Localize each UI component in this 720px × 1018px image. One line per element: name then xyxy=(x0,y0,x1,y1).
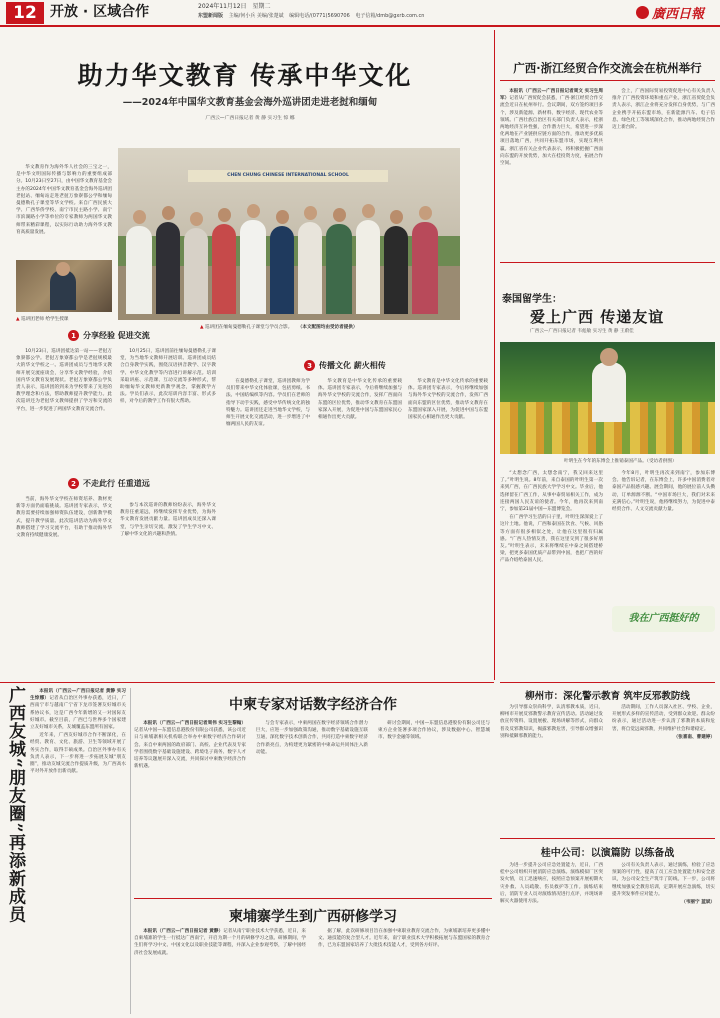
person-head xyxy=(56,262,70,276)
group-people xyxy=(126,204,452,314)
gx-zj-byline: 本报讯（广西云—广西日报记者周文 实习生周军） xyxy=(500,89,603,102)
section-3-heading: 3 传播文化 薪火相传 xyxy=(304,360,386,371)
section-number-3: 3 xyxy=(304,360,315,371)
cambodia-story xyxy=(134,898,492,1016)
digital-economy-title: 中柬专家对话数字经济合作 xyxy=(229,697,397,713)
digital-byline: 本报讯（广西云—广西日报记者周伟 实习生黎翰） xyxy=(143,721,246,726)
left-photo xyxy=(16,260,112,312)
left-photo-caption: ▲ 巡讲团老师 给学生授课 xyxy=(16,317,69,322)
gx-zj-title: 广西·浙江经贸合作交流会在杭州举行 xyxy=(513,61,702,75)
guizhong-story xyxy=(500,838,715,1016)
main-lead xyxy=(16,164,112,264)
section-2-heading: 2 不走此行 任重道远 xyxy=(68,478,150,489)
cambodia-byline: 本报讯（广西云—广西日报记者 黄静） xyxy=(143,929,224,934)
liuzhou-story xyxy=(500,682,715,836)
friend-circle-title xyxy=(4,686,26,1014)
main-story-divider xyxy=(494,30,495,680)
liuzhou-credit: （张喜南、曹建婷） xyxy=(673,734,715,740)
guizhong-title: 桂中公司：以演篇防 以练备战 xyxy=(540,848,675,859)
friend-circle-col-a: 本报讯（广西云—广西日报记者 黄静 实习生惊娜）记者从自治区外事办获悉，近日，广西南宁市与越南广宁省下龙市签署友好城市关系协议书，这是广西今年新增的又一对国际友好城市。截至目前，广西已与世界多个国家建立友好城市关系，友城覆盖东盟所有国家。 近年来，广西友好城市合作不断深化，在经贸、教育、文化、旅游、卫生等领域开展了务实合作，取得丰硕成果。自治区外事办有关负责人表示，下一步将进一步拓展友城“朋友圈”，推动友城交流合作提质升级，为广西高水平对外开放作出新贡献。 xyxy=(30,689,126,775)
thai-story xyxy=(500,262,715,680)
friend-circle-divider xyxy=(130,688,131,1014)
digital-col-c: 研讨会期间，中国—东盟信息港股份有限公司还与柬方企业签署多项合作协议，涉及数据中心、智慧城市、数字金融等领域。 xyxy=(378,721,490,741)
page-number: 12 xyxy=(6,2,44,24)
email: 电子信箱/dmb@gxrb.com.cn xyxy=(355,13,425,19)
section-1-col-b: 10月25日，巡讲团前往缅甸曼德勒孔子课堂，为当地华文教师开展培训。巡讲团成员结合自身教学实践，围绕汉语拼音教学、汉字教学、中华文化教学等内容进行讲解示范。培训采取讲座、示范课、互动交流等多种形式，帮助缅甸华文教师更新教学观念，掌握教学方法。学员们表示，此次培训内容丰富、形式多样，对今后的教学工作有很大帮助。 xyxy=(120,349,216,405)
main-headline: 助力华文教育 传承中华文化 xyxy=(77,61,413,90)
edition-info xyxy=(198,13,424,20)
gx-zj-col-a: 本报讯（广西云—广西日报记者周文 实习生周军）记者从广西贸促会获悉，广西·浙江经贸合作交流会近日在杭州举行。会议期间，双方签约项目多个，涉及新能源、新材料、数字经济、现代农业等领域。广西壮族自治区有关部门负责人表示，桂浙两地经济互补性强，合作潜力巨大，希望进一步深化两地在产业链供应链方面的合作，推动更多优质项目落地广西，共同开拓东盟市场，实现互利共赢。浙江省有关企业代表表示，将积极把握广西面向东盟的开放优势，加大在桂投资力度，拓展合作空间。 xyxy=(500,89,603,167)
guizhong-col-a: 为进一步提升公司应急处置能力，近日，广西桂中公司组织开展消防应急演练。演练模拟厂区突发火情，员工迅速响应，按照应急预案开展初期火灾扑救、人员疏散、伤员救护等工作。演练结束后，消防专业人员对演练情况进行点评，并现场讲解灭火器使用方法。 xyxy=(500,863,603,905)
main-subheadline: ——2024年中国华文教育基金会海外巡讲团走进老挝和缅甸 xyxy=(122,97,378,108)
main-photo-caption: ▲ 巡讲团在缅甸曼德勒孔子课堂与学员合影。 （本文配图均由受访者提供） xyxy=(200,325,358,330)
thai-badge: 我在广西挺好的 xyxy=(612,606,715,632)
liuzhou-col-a: 为引导群众崇尚科学，认清邪教本质，近日，柳州市开展反邪教警示教育宣传活动。活动通过发放宣传资料、设置展板、现场讲解等形式，向群众普及反邪教知识，揭露邪教危害，引导群众增强识别和抵御邪教的能力。 xyxy=(500,705,603,739)
cambodia-col-b: 据了解，此次研修项目旨在加强中柬职业教育交流合作，为柬埔寨培养更多懂中文、通技能的复合型人才。近年来，南宁职业技术大学积极拓展与东盟国家的教育合作，已为东盟国家培养了大批技术技能人才，受到各方好评。 xyxy=(318,929,490,949)
date: 2024年11月12日 xyxy=(198,3,247,10)
caption-marker-icon: ▲ xyxy=(16,317,20,322)
thai-col-b: 今年8月，叶明生再次来到南宁，参加东博会。他告诉记者，在东博会上，许多中国消费者对泰国产品很感兴趣。展会期间，他的展位前人头攒动，订单源源不断。“中国市场巨大，我们对未来充满信心。”叶明生说，他将继续努力，为促进中泰经贸合作、人文交流贡献力量。 xyxy=(612,471,715,513)
masthead xyxy=(0,0,720,24)
thai-byline: 广西云—广西日报记者 韦彪敏 实习生 黄 静 王蔚佳 xyxy=(530,329,634,334)
guizhong-rule xyxy=(500,838,715,839)
thai-title: 爱上广西 传递友谊 xyxy=(530,308,665,326)
gx-zj-story xyxy=(500,30,715,260)
cambodia-title: 柬埔寨学生到广西研修学习 xyxy=(229,909,397,925)
paper-logo xyxy=(636,3,704,22)
lead-text: 华文教育作为海外华人社会的三宝之一，是中华文明国际传播与影响力的重要组成部分。10月23日至27日，由中国华文教育基金会主办的2024年中国华文教育基金会海外巡讲团老挝站、缅甸站走进老挝万象寮都公学和缅甸曼德勒孔子课堂等华文学校。来自广西民族大学、广西华侨学校、南宁市民主路小学、南宁市滨湖路小学等单位的专家教师为两国华文教师带来精彩课程，以实际行动助力海外华文教育高质量发展。 xyxy=(16,165,112,235)
section-3-col-c: 华文教育是中华文化传承的重要载体。巡讲团专家表示，今后将继续加强与海外华文学校的交流合作，发挥广西面向东盟的区位优势，推动华文教育在东盟国家深入开展，为促进中国与东盟国家民心相通作出更大贡献。 xyxy=(408,379,488,421)
edition: 东盟新闻版 xyxy=(198,13,224,19)
section-1-heading: 1 分享经验 促进交流 xyxy=(68,330,150,341)
section-3-col-a: 在曼德勒孔子课堂，巡讲团教师为学员们带来中华文化体验课，包括剪纸、书法、中国结编织等内容。学员们在老师的指导下动手实践，感受中华传统文化的独特魅力。巡讲团还走进当地华文学校，与师生开展文化交流活动，进一步增进了中缅两国人民的友谊。 xyxy=(226,379,310,428)
gx-zj-rule xyxy=(500,80,715,81)
weekday: 星期二 xyxy=(252,3,271,10)
digital-economy-story xyxy=(134,684,492,894)
friend-circle-vertical-title: 广西友城“朋友圈”再添新成员 xyxy=(5,686,25,924)
masthead-rule xyxy=(0,25,720,27)
photo-credit: （本文配图均由受访者提供） xyxy=(297,325,358,330)
section-3-col-b: 华文教育是中华文化传承的重要载体。巡讲团专家表示，今后将继续加强与海外华文学校的交流合作，发挥广西面向东盟的区位优势，推动华文教育在东盟国家深入开展，为促进中国与东盟国家民心相通作出更大贡献。 xyxy=(318,379,402,421)
main-story xyxy=(0,30,490,680)
gx-zj-col-b: 会上，广西国际贸易投资促进中心有关负责人推介了广西投资环境和重点产业。浙江省贸促会负责人表示，浙江企业将充分发挥自身优势，与广西企业携手开拓东盟市场，在新能源汽车、电子信息、绿色化工等领域深化合作，推动两地经贸合作迈上新台阶。 xyxy=(612,89,715,131)
friend-circle-byline: 本报讯（广西云—广西日报记者 黄静 实习生惊娜） xyxy=(30,689,126,702)
section-1-col-a: 10月23日，巡讲团抵达第一站——老挝万象寮都公学。老挝万象寮都公学是老挝规模最大的华文学校之一。巡讲团成员与当地华文教师开展交流座谈会，分享华文教学经验，介绍国内华文教育发展现状。老挝万象寮都公学负责人表示，巡讲团的到来为学校带来了先进的教学理念和方法，帮助教师提升教学能力。此次巡讲还为老挝华文教师提供了学习和交流的平台，进一步促进了两国华文教育交流合作。 xyxy=(16,349,112,412)
thai-photo xyxy=(500,342,715,454)
photo-banner: CHEN CHUNG CHINESE INTERNATIONAL SCHOOL xyxy=(188,170,388,182)
cambodia-rule xyxy=(134,898,492,899)
section-2-col-b: 参与本次巡讲的教师纷纷表示，海外华文教育任重道远，将继续发挥专业优势，为海外华文教育发展贡献力量。巡讲团成员还深入课堂，与学生亲切交流，激发了学生学习中文、了解中华文化的兴趣和热情。 xyxy=(120,503,216,537)
guizhong-col-b: 公司有关负责人表示，通过演练，检验了应急预案的可行性，提高了员工应急处置能力和安全意识，为公司安全生产筑牢了防线。下一步，公司将继续加强安全教育培训，定期开展应急演练，切实提升突发事件应对能力。 （韦丽宁 蓝斌） xyxy=(612,863,715,906)
digital-col-a: 本报讯（广西云—广西日报记者周伟 实习生黎翰）记者从中国—东盟信息港股份有限公司获悉，该公司近日与柬埔寨相关机构联合举办中柬数字经济合作研讨会。来自中柬两国的政府部门、高校、企业代表及专家学者围绕数字基础设施建设、跨境电子商务、数字人才培养等议题展开深入交流，共同探讨中柬数字经济合作新机遇。 xyxy=(134,721,246,770)
section-number-2: 2 xyxy=(68,478,79,489)
bottom-rule xyxy=(0,682,494,683)
liuzhou-title: 柳州市：深化警示教育 筑牢反邪教防线 xyxy=(525,691,690,702)
main-byline: 广西云—广西日报记者 黄 静 实习生 惊 娜 xyxy=(205,116,295,121)
vendor-figure xyxy=(592,362,626,422)
phone: 编辑电话/(0771)5690706 xyxy=(289,13,350,19)
main-group-photo xyxy=(118,148,460,320)
digital-col-b: 与会专家表示，中柬两国在数字经济领域合作潜力巨大，应进一步加强政策沟通，推动数字基础设施互联互通，深化数字技术创新合作，共同打造中柬数字经济合作新亮点，为构建更为紧密的中柬命运共同体注入新动能。 xyxy=(256,721,368,755)
vendor-head xyxy=(600,348,618,366)
section-2-col-a: 当前，海外华文学校在师资培养、教材更新等方面仍面临挑战。巡讲团专家表示，华文教育需要持续加强师资队伍建设，创新教学模式，提升教学质量。此次巡讲活动为海外华文教师搭建了学习交流平台，有助于推动海外华文教育持续健康发展。 xyxy=(16,497,112,539)
liuzhou-rule xyxy=(500,682,715,683)
logo-icon xyxy=(636,6,649,19)
editors: 主编/何小兵 美编/张楚斌 xyxy=(228,13,284,19)
cambodia-col-a: 本报讯（广西云—广西日报记者 黄静）记者从南宁职业技术大学获悉，近日，来自柬埔寨的学生一行抵达广西南宁，开启为期一个月的研修学习之旅。研修期间，学生们将学习中文、中国文化以及职业技能等课程，并深入企业参观考察，了解中国经济社会发展成就。 xyxy=(134,929,306,956)
thai-photo-caption: 叶明生在今年的东博会上推销泰国产品。（受访者供图） xyxy=(564,459,677,464)
person-figure xyxy=(50,270,76,310)
paper-name: 廣西日報 xyxy=(652,7,705,22)
section-number-1: 1 xyxy=(68,330,79,341)
thai-kicker: 泰国留学生： xyxy=(502,294,562,305)
thai-rule xyxy=(500,262,715,263)
issue-date xyxy=(198,3,270,11)
section-name: 开放 · 区域合作 xyxy=(50,4,150,20)
caption-marker-icon: ▲ xyxy=(200,325,204,330)
liuzhou-col-b: 活动期间，工作人员深入社区、学校、企业，开展形式多样的宣传活动，受到群众欢迎。群众纷纷表示，通过活动进一步认清了邪教的本质和危害，将自觉远离邪教，共同维护社会和谐稳定。 （张喜南、曹建婷） xyxy=(612,705,715,740)
guizhong-credit: （韦丽宁 蓝斌） xyxy=(681,900,715,906)
thai-col-a: “太想念广西，太想念南宁，我又回来这里了。”叶明生说。8年前，来自泰国的叶明生第一次来到广西，在广西民族大学学习中文。毕业后，他选择留在广西工作，从事中泰贸易相关工作，成为连接两国人民友谊的使者。今年，他再次来到南宁，参加第21届中国—东盟博览会。 在广西学习生活的日子里，叶明生深深爱上了这片土地。他说，广西和泰国在饮食、气候、风俗等方面有很多相似之处，让他在这里很有归属感。“广西人热情友善，我在这里交到了很多好朋友。”叶明生表示，未来将继续在中泰之间搭建桥梁，把更多泰国优质产品带到中国，也把广西的好产品介绍给泰国人民。 xyxy=(500,471,603,564)
